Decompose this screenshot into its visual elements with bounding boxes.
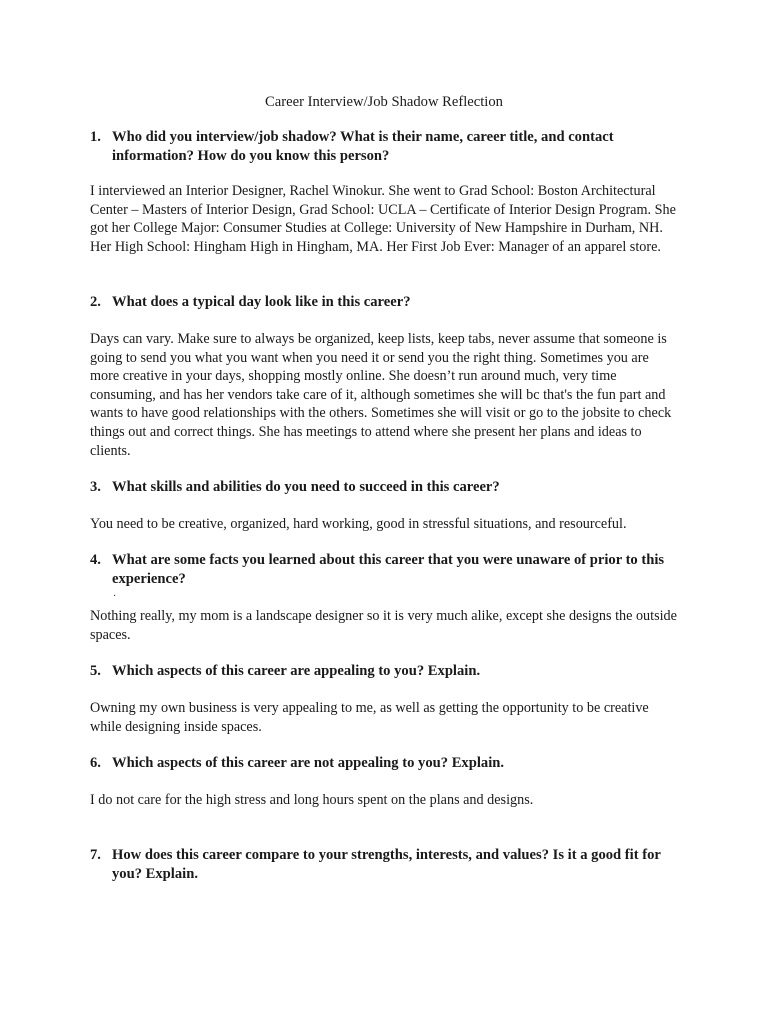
document-title: Career Interview/Job Shadow Reflection xyxy=(265,94,503,110)
question-number: 3. xyxy=(90,479,101,495)
question-text: Which aspects of this career are appealing to you? Explain. xyxy=(112,663,481,679)
answer-4: Nothing really, my mom is a landscape designer so it is very much alike, except she designs the outside spaces. xyxy=(90,608,677,643)
question-number: 7. xyxy=(90,847,101,863)
question-text: What skills and abilities do you need to succeed in this career? xyxy=(112,479,500,495)
question-number: 5. xyxy=(90,663,101,679)
question-text: Which aspects of this career are not appealing to you? Explain. xyxy=(112,755,505,771)
question-number: 4. xyxy=(90,552,101,568)
question-text: What are some facts you learned about this career that you were unaware of prior to this experience? xyxy=(112,552,665,587)
question-3 xyxy=(90,478,680,497)
answer-2: Days can vary. Make sure to always be organized, keep lists, keep tabs, never assume that someone is going to send you what you want when you need it or send you the right thing. Sometimes you are more creative in your days, shopping mostly online. She doesn’t run around much, very time consuming, and has her vendors take care of it, although sometimes she will bc that's the fun part and wants to have good relationships with the others. Sometimes she will visit or go to the jobsite to check things out and correct things. She has meetings to attend where she present her plans and ideas to clients. xyxy=(90,331,672,459)
question-4 xyxy=(90,551,680,589)
question-text: What does a typical day look like in this career? xyxy=(112,294,411,310)
answer-1: I interviewed an Interior Designer, Rachel Winokur. She went to Grad School: Boston Architectural Center – Masters of Interior Design, Grad School: UCLA – Certificate of Interior Design Program. She got her College Major: Consumer Studies at College: University of New Hampshire in Durham, NH. Her High School: Hingham High in Hingham, MA. Her First Job Ever: Manager of an apparel store. xyxy=(90,183,676,255)
question-text: How does this career compare to your strengths, interests, and values? Is it a good fit for you? Explain. xyxy=(112,847,661,882)
question-number: 1. xyxy=(90,129,101,145)
answer-6: I do not care for the high stress and long hours spent on the plans and designs. xyxy=(90,792,534,808)
question-number: 2. xyxy=(90,294,101,310)
question-6 xyxy=(90,754,680,773)
question-7 xyxy=(90,846,680,884)
question-5 xyxy=(90,662,680,681)
question-1 xyxy=(90,128,680,166)
stray-mark: · xyxy=(113,591,117,602)
answer-3: You need to be creative, organized, hard working, good in stressful situations, and resourceful. xyxy=(90,516,627,532)
question-2 xyxy=(90,293,680,312)
question-number: 6. xyxy=(90,755,101,771)
answer-5: Owning my own business is very appealing to me, as well as getting the opportunity to be creative while designing inside spaces. xyxy=(90,700,649,735)
question-text: Who did you interview/job shadow? What is their name, career title, and contact information? How do you know this person? xyxy=(112,129,614,164)
